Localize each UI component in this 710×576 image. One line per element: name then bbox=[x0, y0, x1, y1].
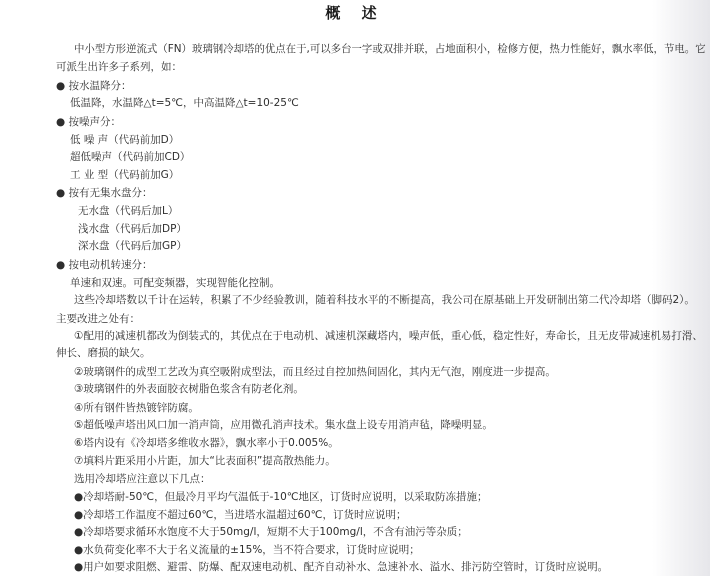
intro-line-1: 中小型方形逆流式（FN）玻璃钢冷却塔的优点在于,可以多台一字或双排并联，占地面积小，检修方便，热力性能好，飘水率低，节电。它 bbox=[74, 43, 706, 55]
basin-item-shallow: 浅水盘（代码后加DP） bbox=[78, 222, 187, 235]
motor-heading: ● 按电动机转速分： bbox=[56, 258, 153, 271]
basin-heading: ● 按有无集水盘分： bbox=[56, 187, 153, 199]
improvement-item-2: ②玻璃钢件的成型工艺改为真空吸附成型法，而且经过自控加热间固化，其内无气泡，刚度进一步提高。 bbox=[74, 365, 556, 378]
water-temp-heading: ● 按水温降分： bbox=[56, 79, 132, 92]
noise-item-low: 低 噪 声（代码前加D） bbox=[70, 133, 180, 146]
water-temp-item: 低温降，水温降△t=5℃，中高温降△t=10-25℃ bbox=[70, 97, 299, 110]
note-item-1: ●冷却塔耐-50℃，但最冷月平均气温低于-10℃地区，订货时应说明，以采取防冻措施； bbox=[74, 490, 488, 503]
improvement-paragraph-1: 这些冷却塔数以千计在运转，积累了不少经验教训，随着科技水平的不断提高，我公司在原基础上开发研制出第二代冷却塔（脚码2）。 bbox=[74, 294, 695, 307]
improvement-item-4: ④所有钢件皆热镀锌防腐。 bbox=[74, 401, 199, 414]
basin-item-none: 无水盘（代码后加L） bbox=[78, 205, 179, 218]
note-item-5: ●用户如要求阻燃、避雷、防爆、配双速电动机、配齐自动补水、急速补水、溢水、排污防空管时，订货时应说明。 bbox=[74, 561, 609, 573]
improvement-item-5: ⑤超低噪声塔出风口加一消声筒，应用微孔消声技术。集水盘上设专用消声毡，降噪明显。 bbox=[74, 418, 493, 431]
improvement-item-1-cont: 伸长、磨损的缺欠。 bbox=[56, 347, 151, 360]
improvement-item-7: ⑦填料片距采用小片距，加大“比表面积”提高散热能力。 bbox=[74, 454, 336, 467]
note-item-2: ●冷却塔工作温度不超过60℃，当进塔水温超过60℃，订货时应说明； bbox=[74, 508, 407, 521]
note-item-4: ●水负荷变化率不大于名义流量的±15%，当不符合要求，订货时应说明； bbox=[74, 543, 420, 556]
note-item-3: ●冷却塔要求循环水饱度不大于50mg/l，短期不大于100mg/l，不含有油污等杂质； bbox=[74, 526, 468, 539]
notes-heading: 选用冷却塔应注意以下几点： bbox=[74, 473, 211, 486]
improvement-item-1: ①配用的减速机都改为倒装式的，其优点在于电动机、减速机深藏塔内，噪声低，重心低，稳定性好，寿命长，且无皮带减速机易打滑、 bbox=[74, 330, 703, 342]
improvement-item-6: ⑥塔内设有《冷却塔多维收水器》，飘水率小于0.005%。 bbox=[74, 437, 339, 450]
basin-item-deep: 深水盘（代码后加GP） bbox=[78, 240, 187, 253]
intro-line-2: 可派生出许多子系列，如： bbox=[56, 61, 182, 74]
noise-item-industrial: 工 业 型（代码前加G） bbox=[70, 168, 180, 181]
motor-item: 单速和双速。可配变频器，实现智能化控制。 bbox=[70, 276, 280, 289]
noise-item-ultra-low: 超低噪声（代码前加CD） bbox=[70, 151, 191, 164]
improvement-paragraph-2: 主要改进之处有： bbox=[56, 312, 140, 325]
improvement-item-3: ③玻璃钢件的外表面胶衣树脂色浆含有防老化剂。 bbox=[74, 383, 304, 396]
page-title: 概 述 bbox=[325, 4, 385, 22]
noise-heading: ● 按噪声分： bbox=[56, 115, 121, 128]
